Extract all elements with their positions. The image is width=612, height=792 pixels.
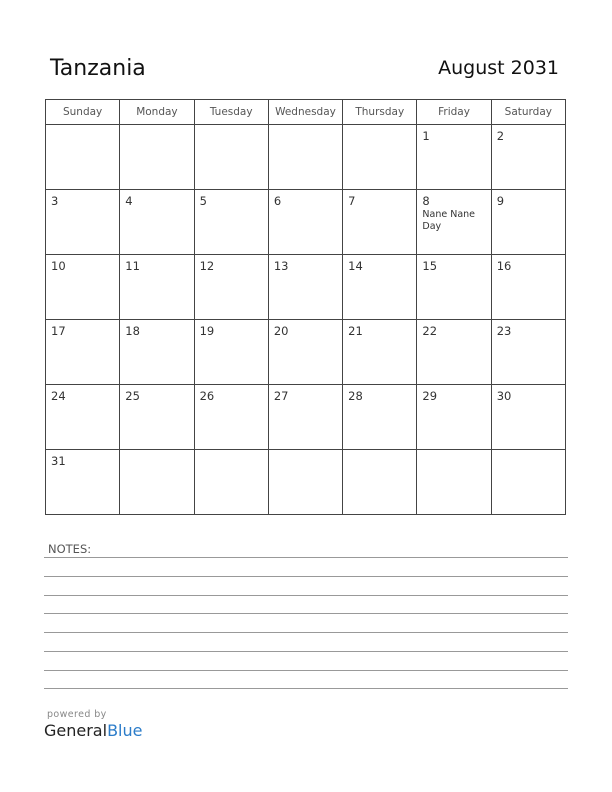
day-number: 29 xyxy=(422,389,438,403)
day-cell xyxy=(417,450,491,515)
day-number: 18 xyxy=(125,324,140,338)
day-cell xyxy=(120,125,194,190)
week-row xyxy=(46,255,566,320)
day-cell xyxy=(268,320,342,385)
day-cell xyxy=(46,125,120,190)
day-cell xyxy=(491,190,565,255)
week-row xyxy=(46,125,566,190)
day-number: 14 xyxy=(348,259,363,273)
notes-line xyxy=(44,651,568,652)
week-row xyxy=(46,190,566,255)
weekday-friday: Friday xyxy=(417,100,491,125)
day-number: 16 xyxy=(496,259,512,273)
notes-line xyxy=(44,670,568,671)
day-cell xyxy=(491,125,565,190)
day-cell xyxy=(343,320,417,385)
notes-line xyxy=(44,613,568,614)
day-number: 11 xyxy=(125,259,140,273)
day-number: 8 xyxy=(422,194,430,208)
day-cell xyxy=(120,385,194,450)
day-cell xyxy=(491,385,565,450)
weekday-tuesday: Tuesday xyxy=(194,100,268,125)
day-cell xyxy=(194,320,268,385)
day-number: 22 xyxy=(422,324,438,338)
day-cell xyxy=(343,385,417,450)
weekday-sunday: Sunday xyxy=(46,100,120,125)
day-cell xyxy=(120,450,194,515)
day-cell xyxy=(194,125,268,190)
weekday-saturday: Saturday xyxy=(491,100,565,125)
brand-blue: Blue xyxy=(107,721,143,740)
day-cell xyxy=(194,450,268,515)
day-number: 27 xyxy=(273,389,289,403)
day-number: 6 xyxy=(273,194,282,208)
day-number: 26 xyxy=(199,389,215,403)
notes-line xyxy=(44,688,568,689)
notes-label: NOTES: xyxy=(48,542,92,556)
day-number: 13 xyxy=(273,259,289,273)
day-cell xyxy=(120,320,194,385)
day-number: 2 xyxy=(496,129,505,143)
month-year-title: August 2031 xyxy=(438,57,559,79)
notes-line xyxy=(44,557,568,558)
day-number: 5 xyxy=(199,194,207,208)
generalblue-logo[interactable] xyxy=(44,721,142,740)
day-number: 4 xyxy=(125,194,133,208)
day-cell xyxy=(46,450,120,515)
day-cell xyxy=(417,125,491,190)
day-cell xyxy=(268,450,342,515)
week-row xyxy=(46,450,566,515)
day-number: 20 xyxy=(273,324,289,338)
week-row xyxy=(46,385,566,450)
day-cell xyxy=(120,190,194,255)
day-cell xyxy=(491,450,565,515)
day-cell xyxy=(417,320,491,385)
calendar-grid xyxy=(45,99,566,515)
day-number: 7 xyxy=(348,194,356,208)
day-number: 19 xyxy=(199,324,215,338)
day-cell xyxy=(268,385,342,450)
country-title: Tanzania xyxy=(50,56,146,81)
day-number: 28 xyxy=(348,389,363,403)
day-number: 30 xyxy=(496,389,512,403)
day-cell xyxy=(268,190,342,255)
weekday-monday: Monday xyxy=(120,100,194,125)
day-cell xyxy=(194,190,268,255)
day-number: 15 xyxy=(422,259,438,273)
day-number: 17 xyxy=(51,324,66,338)
brand-general: General xyxy=(44,721,108,740)
powered-by-text: powered by xyxy=(47,709,107,720)
day-cell xyxy=(491,255,565,320)
day-cell xyxy=(46,320,120,385)
day-number: 12 xyxy=(199,259,215,273)
notes-line xyxy=(44,576,568,577)
day-number: 25 xyxy=(125,389,140,403)
day-number: 3 xyxy=(51,194,59,208)
day-cell xyxy=(343,125,417,190)
holiday-label: Nane Nane Day xyxy=(422,209,476,232)
day-cell xyxy=(46,255,120,320)
day-cell xyxy=(343,450,417,515)
day-number: 10 xyxy=(51,259,66,273)
day-cell xyxy=(46,385,120,450)
weekday-wednesday: Wednesday xyxy=(268,100,342,125)
day-cell xyxy=(343,190,417,255)
day-cell xyxy=(268,255,342,320)
day-cell xyxy=(194,385,268,450)
day-cell xyxy=(343,255,417,320)
day-cell xyxy=(46,190,120,255)
day-number: 31 xyxy=(51,454,66,468)
day-number: 9 xyxy=(496,194,505,208)
weekday-header-row xyxy=(46,100,566,125)
day-number: 21 xyxy=(348,324,363,338)
notes-line xyxy=(44,595,568,596)
day-cell xyxy=(417,255,491,320)
day-cell xyxy=(491,320,565,385)
week-row xyxy=(46,320,566,385)
day-cell xyxy=(417,190,491,255)
day-cell xyxy=(194,255,268,320)
day-number: 23 xyxy=(496,324,512,338)
day-cell xyxy=(417,385,491,450)
weekday-thursday: Thursday xyxy=(343,100,417,125)
day-cell xyxy=(268,125,342,190)
day-number: 24 xyxy=(51,389,66,403)
day-number: 1 xyxy=(422,129,430,143)
day-cell xyxy=(120,255,194,320)
notes-line xyxy=(44,632,568,633)
